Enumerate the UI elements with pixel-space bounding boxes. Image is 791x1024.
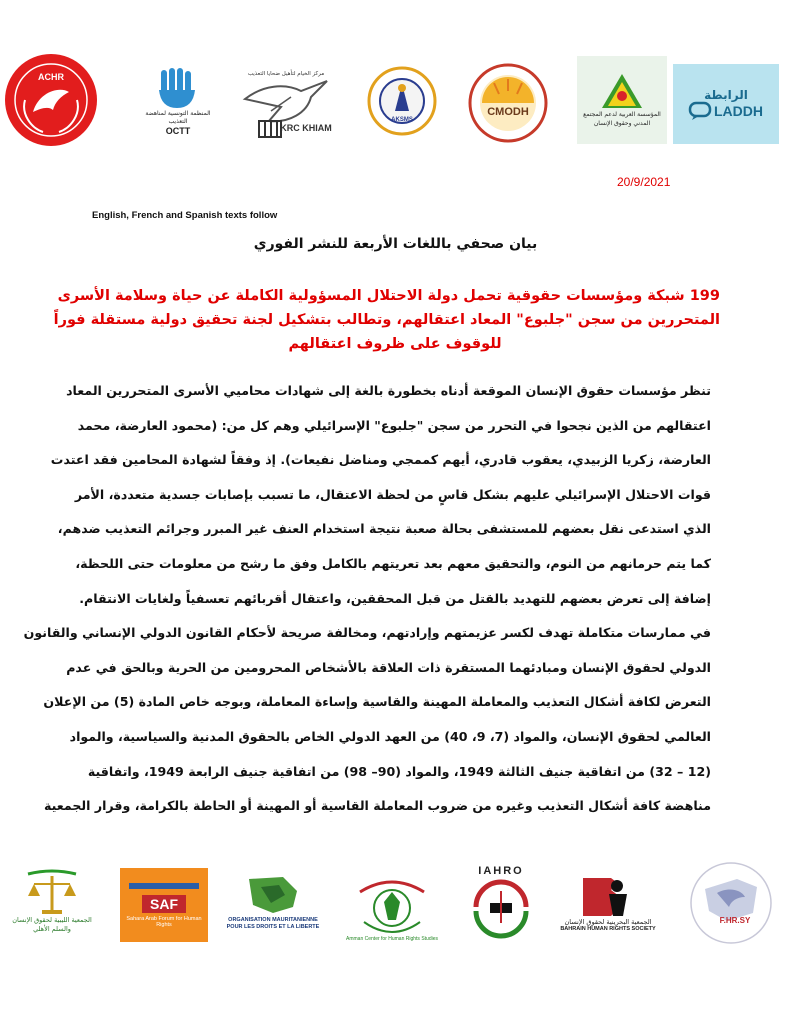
octt-label: OCTT (165, 126, 191, 136)
mauritanian-label: ORGANISATION MAURITANIENNE POUR LES DROITS ET LA LIBERTE (226, 917, 320, 930)
saf-logo (120, 868, 208, 942)
statement-date: 20/9/2021 (617, 175, 671, 189)
cmodh-logo (466, 60, 550, 146)
svg-text:ACHR: ACHR (38, 72, 64, 82)
bahrain-label: BAHRAIN HUMAN RIGHTS SOCIETY (560, 926, 656, 932)
svg-text:CMODH: CMODH (487, 106, 529, 118)
mauritanian-org-logo (226, 860, 320, 944)
libyan-society-logo (6, 862, 98, 942)
cmodh-emblem-icon (468, 63, 548, 143)
body-line: العالمي لحقوق الإنسان، والمواد (7، 9، 40) من العهد الدولي الخاص بالحقوق المدنية والسياسية، والمواد (69, 728, 711, 744)
bahrain-arabic: الجمعية البحرينية لحقوق الإنسان (564, 918, 652, 926)
body-line: كما يتم حرمانهم من النوم، والتحقيق معهم بعد تعريتهم بالكامل وفق ما رشح من معلومات حتى اللحظة، (75, 555, 711, 571)
body-line: الذي استدعى نقل بعضهم للمستشفى بحالة صعبة نتيجة استخدام العنف غير المبرر وجرائم التعذيب ضدهم، (57, 521, 711, 537)
scales-of-justice-icon (22, 870, 82, 916)
iahro-label: IAHRO (478, 865, 524, 877)
body-line: في ممارسات متكاملة تهدف لكسر عزيمتهم وإرادتهم، ومخالفة صريحة لأحكام القانون الدولي الإنساني والقانون (23, 625, 711, 641)
body-line: التعرض لكافة أشكال التعذيب والمعاملة المهينة والقاسية وإساءة المعاملة، وبوجه خاص المادة (5) من الإعلان (43, 694, 711, 710)
fhr-sy-emblem-icon (687, 859, 775, 947)
body-line: إضافة إلى تعرض بعضهم للتهديد بالقتل من قبل المحققين، واعتقال أقربائهم تعسفياً ولغايات الانتقام. (79, 590, 711, 606)
laddh-arabic: الرابطة (704, 88, 748, 102)
body-line: العارضة، زكريا الزبيدي، يعقوب قادري، أيهم كممجي ومناضل نفيعات). إذ وفقاً لشهادة المحامين فقد اعتدت (50, 452, 711, 468)
headline (53, 284, 720, 356)
krc-label: KRC KHIAM (280, 123, 332, 133)
hand-icon (153, 68, 203, 110)
body-line: اعتقالهم من الذين نجحوا في التحرر من سجن "جلبوع" الإسرائيلي وهم كل من: (محمود العارضة، محمد (77, 417, 711, 433)
languages-note: English, French and Spanish texts follow (92, 210, 278, 221)
svg-text:F.HR.SY: F.HR.SY (719, 916, 751, 925)
octt-logo (137, 56, 219, 148)
statement-title: بيان صحفي باللغات الأربعة للنشر الفوري (253, 236, 538, 252)
bahrain-figure-icon (579, 874, 637, 918)
statement-body (23, 374, 711, 824)
iahro-logo (458, 856, 544, 946)
bahrain-hrs-logo (556, 862, 660, 944)
headline-line: 199 شبكة ومؤسسات حقوقية تحمل دولة الاحتلال المسؤولية الكاملة عن حياة وسلامة الأسرى (57, 288, 720, 304)
iahro-emblem-icon (468, 877, 534, 937)
amman-center-logo (344, 860, 440, 948)
speech-bubble-icon (689, 102, 711, 120)
body-line: (12 – 32) من اتفاقية جنيف الثالثة 1949، والمواد (90– 98) من اتفاقية جنيف الرابعة 1949، واتفاقية (87, 763, 711, 779)
aksms-emblem-icon (367, 66, 437, 136)
headline-line: للوقوف على ظروف اعتقالهم (288, 336, 502, 352)
octt-arabic: المنظمة التونسية لمناهضة التعذيب (145, 110, 211, 125)
aksms-logo (362, 58, 442, 144)
saf-label: SAF (142, 895, 186, 913)
arab-org-logo (577, 56, 667, 144)
achr-seal-icon (3, 52, 99, 148)
fhr-sy-logo (684, 856, 778, 950)
svg-text:Amman Center for Human Rights: Amman Center for Human Rights Studies (346, 936, 438, 942)
headline-line: المتحررين من سجن "جلبوع" المعاد اعتقالهم، وتطالب بتشكيل لجنة تحقيق دولية مستقلة فوراً (53, 312, 720, 328)
laddh-logo (673, 64, 779, 144)
laddh-label: LADDH (714, 103, 763, 119)
amman-emblem-icon (346, 862, 438, 946)
krc-khiam-logo (233, 52, 339, 152)
libyan-arabic: الجمعية الليبية لحقوق الإنسان والسلم الأهلي (12, 916, 92, 933)
body-line: مناهضة كافة أشكال التعذيب وغيره من ضروب المعاملة القاسية أو المهينة أو الحاطة بالكرامة، وقرار الجمعية (44, 798, 711, 814)
krc-arabic: مركز الخيام لتأهيل ضحايا التعذيب (247, 71, 325, 77)
map-icon (243, 873, 303, 917)
achr-logo (3, 52, 99, 148)
body-line: تنظر مؤسسات حقوق الإنسان الموقعة أدناه بخطورة بالغة إلى شهادات محاميي الأسرى المتحررين المعاد (66, 383, 711, 398)
body-line: الدولي لحقوق الإنسان ومبادئهما المستقرة ذات العلاقة بالأشخاص المحرومين من الحرية وبالحق في عدم (66, 659, 711, 675)
saf-sub: Sahara Arab Forum for Human Rights (126, 915, 202, 928)
triangle-emblem-icon (600, 72, 644, 110)
arab-org-arabic: المؤسسة العربية لدعم المجتمع المدني وحقوق الإنسان (583, 111, 661, 127)
svg-text:AKSMS: AKSMS (391, 117, 413, 123)
body-line: قوات الاحتلال الإسرائيلي عليهم بشكل قاسٍ من لحظة الاعتقال، ما تسبب بإصابات جسدية متعددة، الأمر (74, 486, 711, 502)
